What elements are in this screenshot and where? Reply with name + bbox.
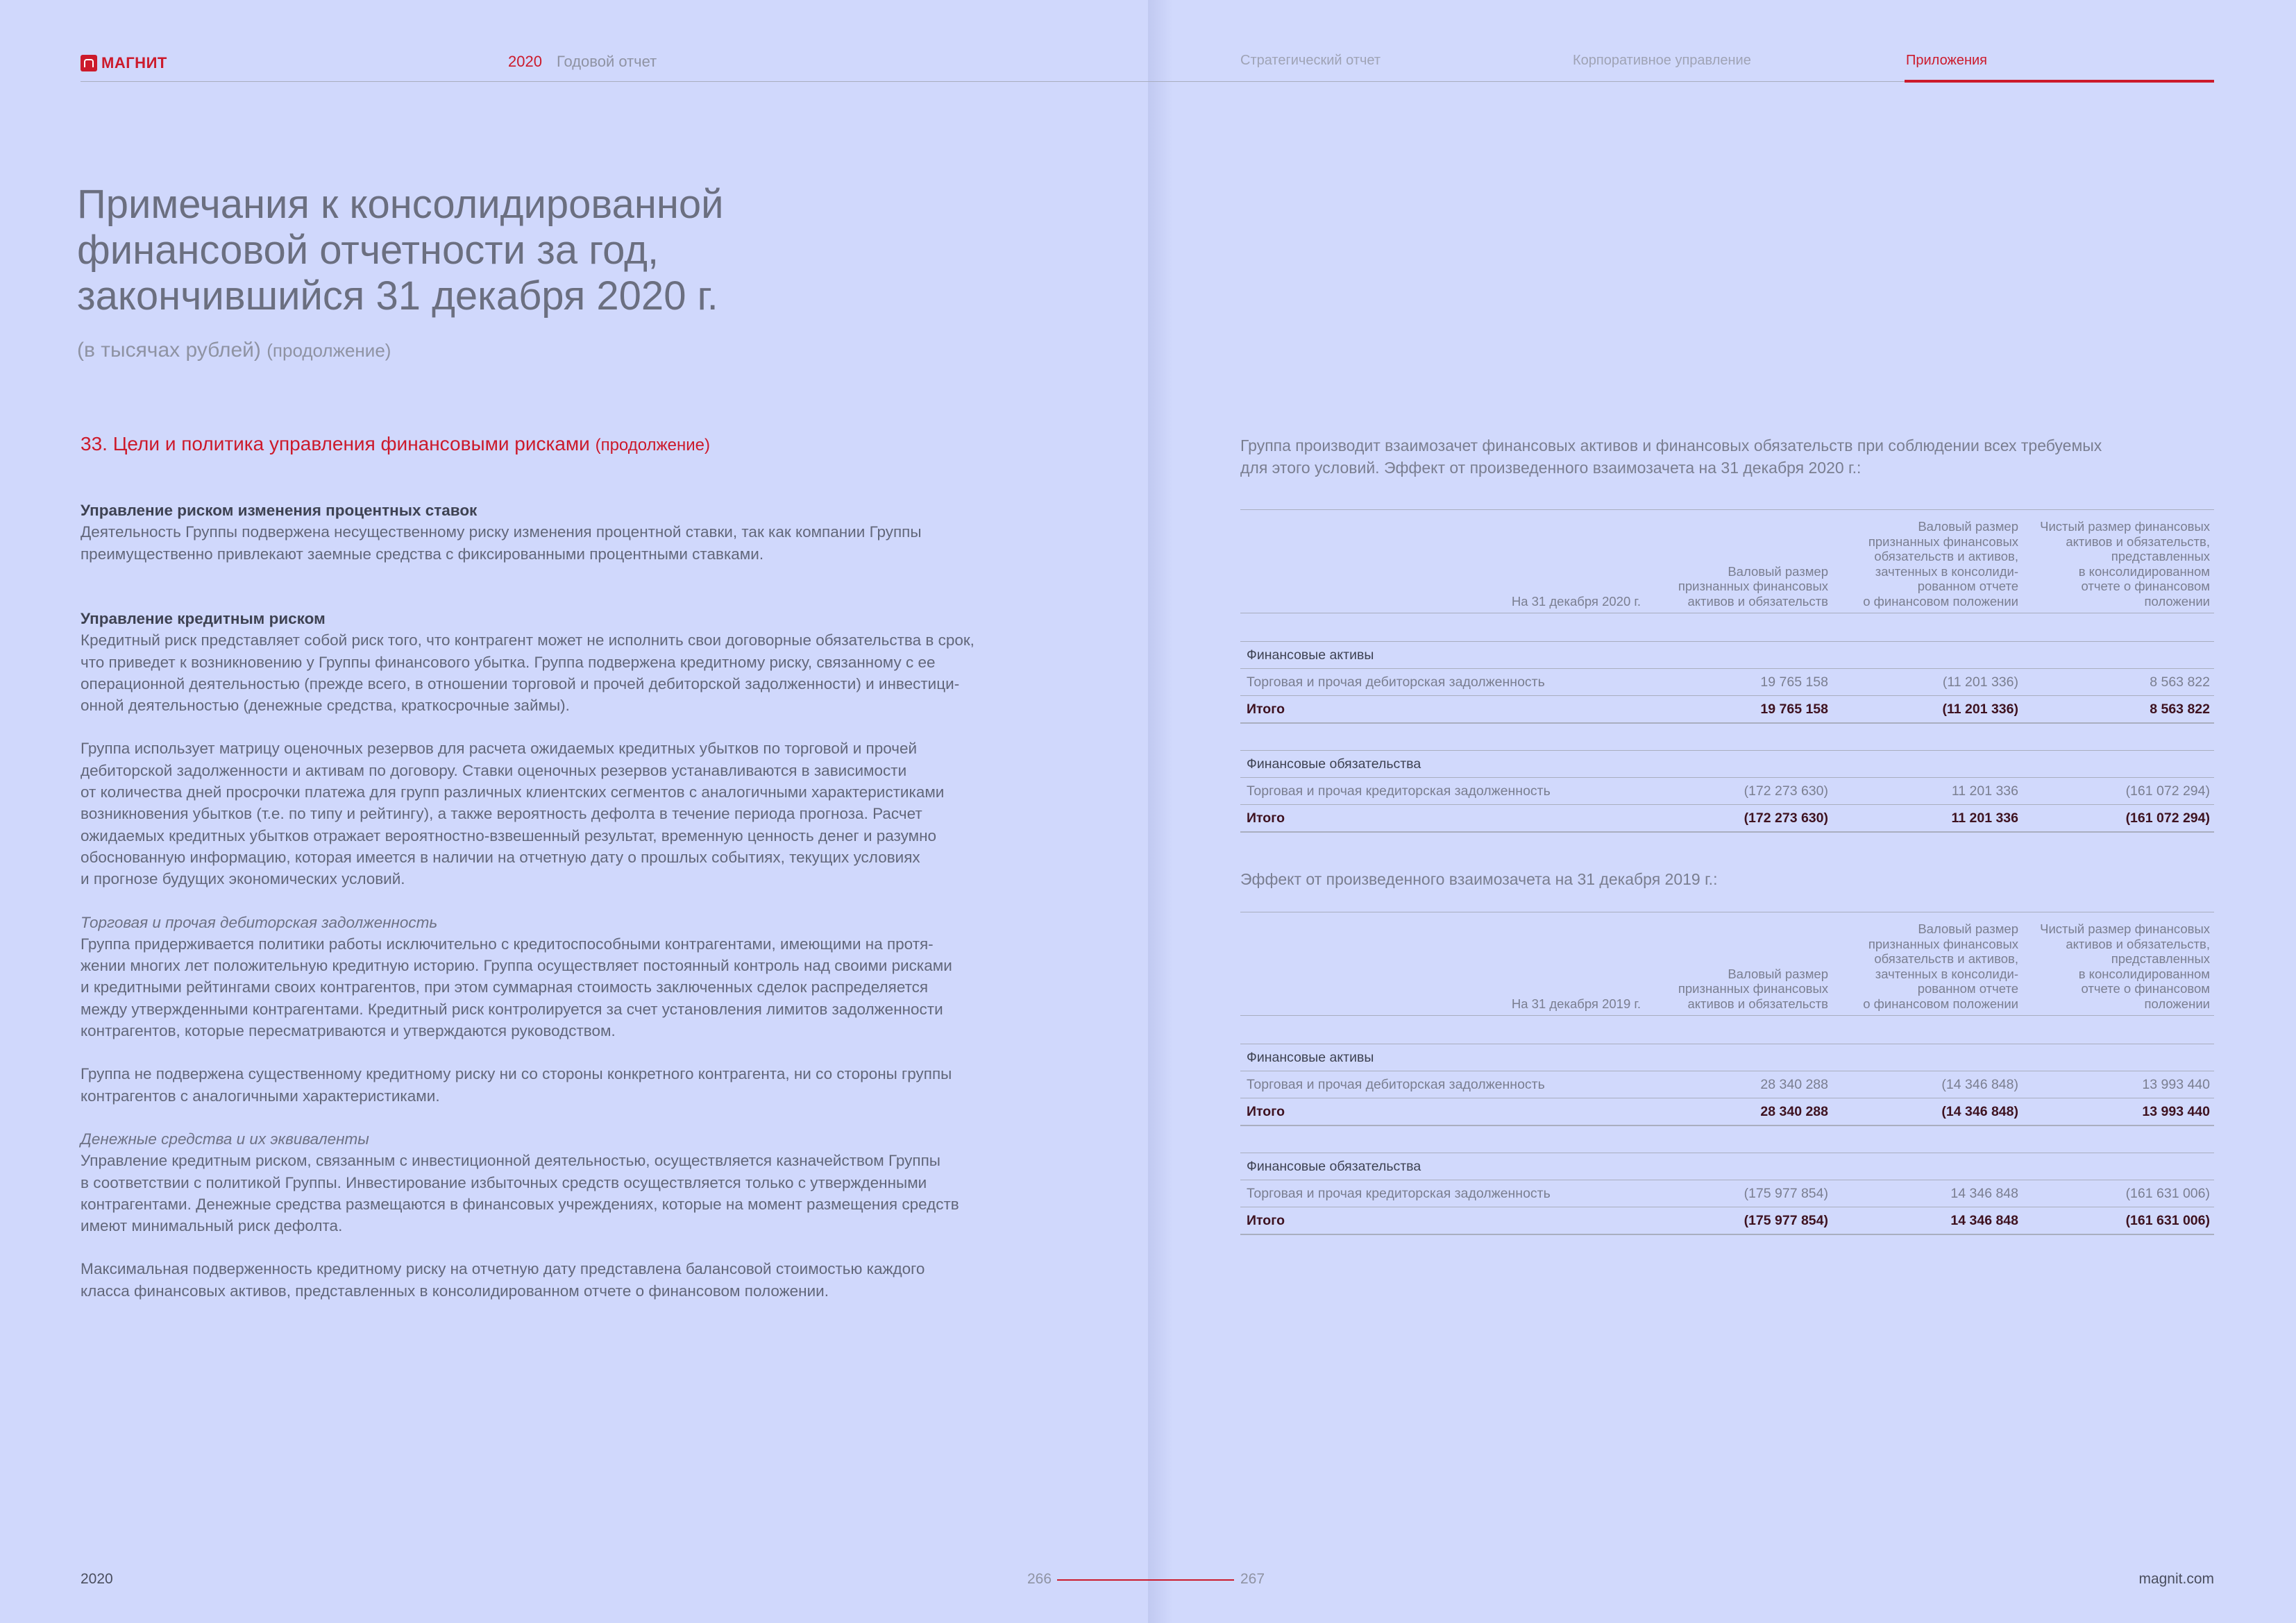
table-header	[1240, 510, 2214, 613]
nav-corporate-governance[interactable]: Корпоративное управление	[1573, 53, 1751, 68]
table-row-total: Итого (175 977 854) 14 346 848 (161 631 006)	[1240, 1207, 2214, 1235]
column-gross: Валовый размер признанных финансовых активов и обязательств	[1678, 563, 1828, 609]
page-number-divider	[1057, 1579, 1234, 1581]
header-divider	[81, 81, 1148, 82]
header-year: 2020	[508, 53, 542, 70]
subheading-receivables: Торговая и прочая дебиторская задолженность	[81, 913, 438, 931]
group-financial-assets: Финансовые активы	[1240, 1044, 2214, 1071]
interest-rate-risk-block: Управление риском изменения процентных ставок Деятельность Группы подвержена несущественному риску изменения процентной ставки, так как компании Группы преимущественно привлекают заемные средства с фиксированными процентными ставками.	[81, 500, 1052, 565]
nav-appendices[interactable]: Приложения	[1906, 53, 1988, 68]
table-row: Торговая и прочая кредиторская задолженность (172 273 630) 11 201 336 (161 072 294)	[1240, 778, 2214, 805]
page-gutter	[1148, 0, 1173, 1623]
subheading-cash: Денежные средства и их эквиваленты	[81, 1130, 369, 1148]
table-row: Торговая и прочая дебиторская задолженность 19 765 158 (11 201 336) 8 563 822	[1240, 669, 2214, 696]
column-date-label: На 31 декабря 2020 г.	[1511, 593, 1641, 609]
table-row-total: Итого (172 273 630) 11 201 336 (161 072 294)	[1240, 805, 2214, 833]
table-row: Торговая и прочая кредиторская задолженность (175 977 854) 14 346 848 (161 631 006)	[1240, 1180, 2214, 1207]
nav-strategic-report[interactable]: Стратегический отчет	[1240, 53, 1381, 68]
page-number-left: 266	[1027, 1571, 1052, 1587]
table-row-total: Итого 19 765 158 (11 201 336) 8 563 822	[1240, 696, 2214, 724]
column-offset: Валовый размер признанных финансовых обязательств и активов, зачтенных в консолиди- рованном отчете о финансовом положении	[1863, 519, 2018, 609]
credit-risk-block: Управление кредитным риском Кредитный риск представляет собой риск того, что контрагент может не исполнить свои договорные обязательства в срок, что приведет к возникновению у Группы финансового убытка. Группа подвержена кредитному риску, связанному с ее операционной деятельностью (прежде всего, в отношении торговой и прочей дебиторской задолженности) и инвестици- онной деятельностью (денежные средства, краткосрочные займы). Группа использует матрицу оценочных резервов для расчета ожидаемых кредитных убытков по торговой и прочей дебиторской задолженности и активам по договору. Ставки оценочных резервов устанавливаются в зависимости от количества дней просрочки платежа для групп различных клиентских сегментов с аналогичными характеристиками возникновения убытков (т.е. по типу и рейтингу), а также вероятность дефолта в течение периода прогноза. Расчет ожидаемых кредитных убытков отражает вероятностно-взвешенный результат, временную ценность денег и разумно обоснованную информацию, которая имеется в наличии на отчетную дату о прошлых событиях, текущих условиях и прогнозе будущих экономических условий. Торговая и прочая дебиторская задолженность Группа придерживается политики работы исключительно с кредитоспособными контрагентами, имеющими на протя- жении многих лет положительную кредитную историю. Группа осуществляет постоянный контроль над своими рисками и кредитными рейтингами своих контрагентов, при этом суммарная стоимость заключенных сделок распределяется между утвержденными контрагентами. Кредитный риск контролируется за счет установления лимитов задолженности контрагентов, которые пересматриваются и утверждаются руководством. Группа не подвержена существенному кредитному риску ни со стороны конкретного контрагента, ни со стороны группы контрагентов с аналогичными характеристиками. Денежные средства и их эквиваленты Управление кредитным риском, связанным с инвестиционной деятельностью, осуществляется казначейством Группы в соответствии с политикой Группы. Инвестирование избыточных средств осуществляется только с утвержденными контрагентами. Денежные средства размещаются в финансовых учреждениях, которые на момент размещения средств имеют минимальный риск дефолта. Максимальная подверженность кредитному риску на отчетную дату представлена балансовой стоимостью каждого класса финансовых активов, представленных в консолидированном отчете о финансовом положении.	[81, 608, 1052, 1302]
offset-table-2019	[1240, 912, 2214, 1235]
heading-credit-risk: Управление кредитным риском	[81, 610, 326, 627]
nav-active-indicator	[1905, 80, 2214, 83]
magnit-logo[interactable]	[81, 53, 167, 74]
magnit-logo-icon	[81, 55, 97, 71]
table-header	[1240, 912, 2214, 1016]
page-subtitle: (в тысячах рублей) (продолжение)	[77, 339, 391, 362]
column-gross: Валовый размер признанных финансовых активов и обязательств	[1678, 966, 1828, 1011]
page-title: Примечания к консолидированной финансовой отчетности за год, закончившийся 31 декабря 2020 г.	[77, 182, 724, 318]
footer-year: 2020	[81, 1571, 113, 1587]
group-financial-assets: Финансовые активы	[1240, 642, 2214, 669]
footer-website-link[interactable]: magnit.com	[2138, 1571, 2214, 1587]
column-offset: Валовый размер признанных финансовых обязательств и активов, зачтенных в консолиди- рованном отчете о финансовом положении	[1863, 921, 2018, 1011]
offset-table-2020	[1240, 509, 2214, 833]
page-number-right: 267	[1240, 1571, 1265, 1587]
column-date-label: На 31 декабря 2019 г.	[1511, 996, 1641, 1011]
offset-2019-caption: Эффект от произведенного взаимозачета на 31 декабря 2019 г.:	[1240, 870, 1718, 888]
group-financial-liabilities: Финансовые обязательства	[1240, 1153, 2214, 1180]
heading-interest-rate-risk: Управление риском изменения процентных ставок	[81, 502, 478, 519]
column-net: Чистый размер финансовых активов и обязательств, представленных в консолидированном отчете о финансовом положении	[2040, 519, 2210, 609]
group-financial-liabilities: Финансовые обязательства	[1240, 751, 2214, 778]
header-report-title: Годовой отчет	[557, 53, 657, 70]
section-title: 33. Цели и политика управления финансовыми рисками (продолжение)	[81, 433, 710, 454]
logo-text: МАГНИТ	[101, 54, 167, 71]
table-row-total: Итого 28 340 288 (14 346 848) 13 993 440	[1240, 1098, 2214, 1126]
table-row: Торговая и прочая дебиторская задолженность 28 340 288 (14 346 848) 13 993 440	[1240, 1071, 2214, 1098]
offset-intro-text: Группа производит взаимозачет финансовых активов и финансовых обязательств при соблюдении всех требуемых для этого условий. Эффект от произведенного взаимозачета на 31 декабря 2020 г.:	[1240, 436, 2102, 477]
column-net: Чистый размер финансовых активов и обязательств, представленных в консолидированном отчете о финансовом положении	[2040, 921, 2210, 1011]
